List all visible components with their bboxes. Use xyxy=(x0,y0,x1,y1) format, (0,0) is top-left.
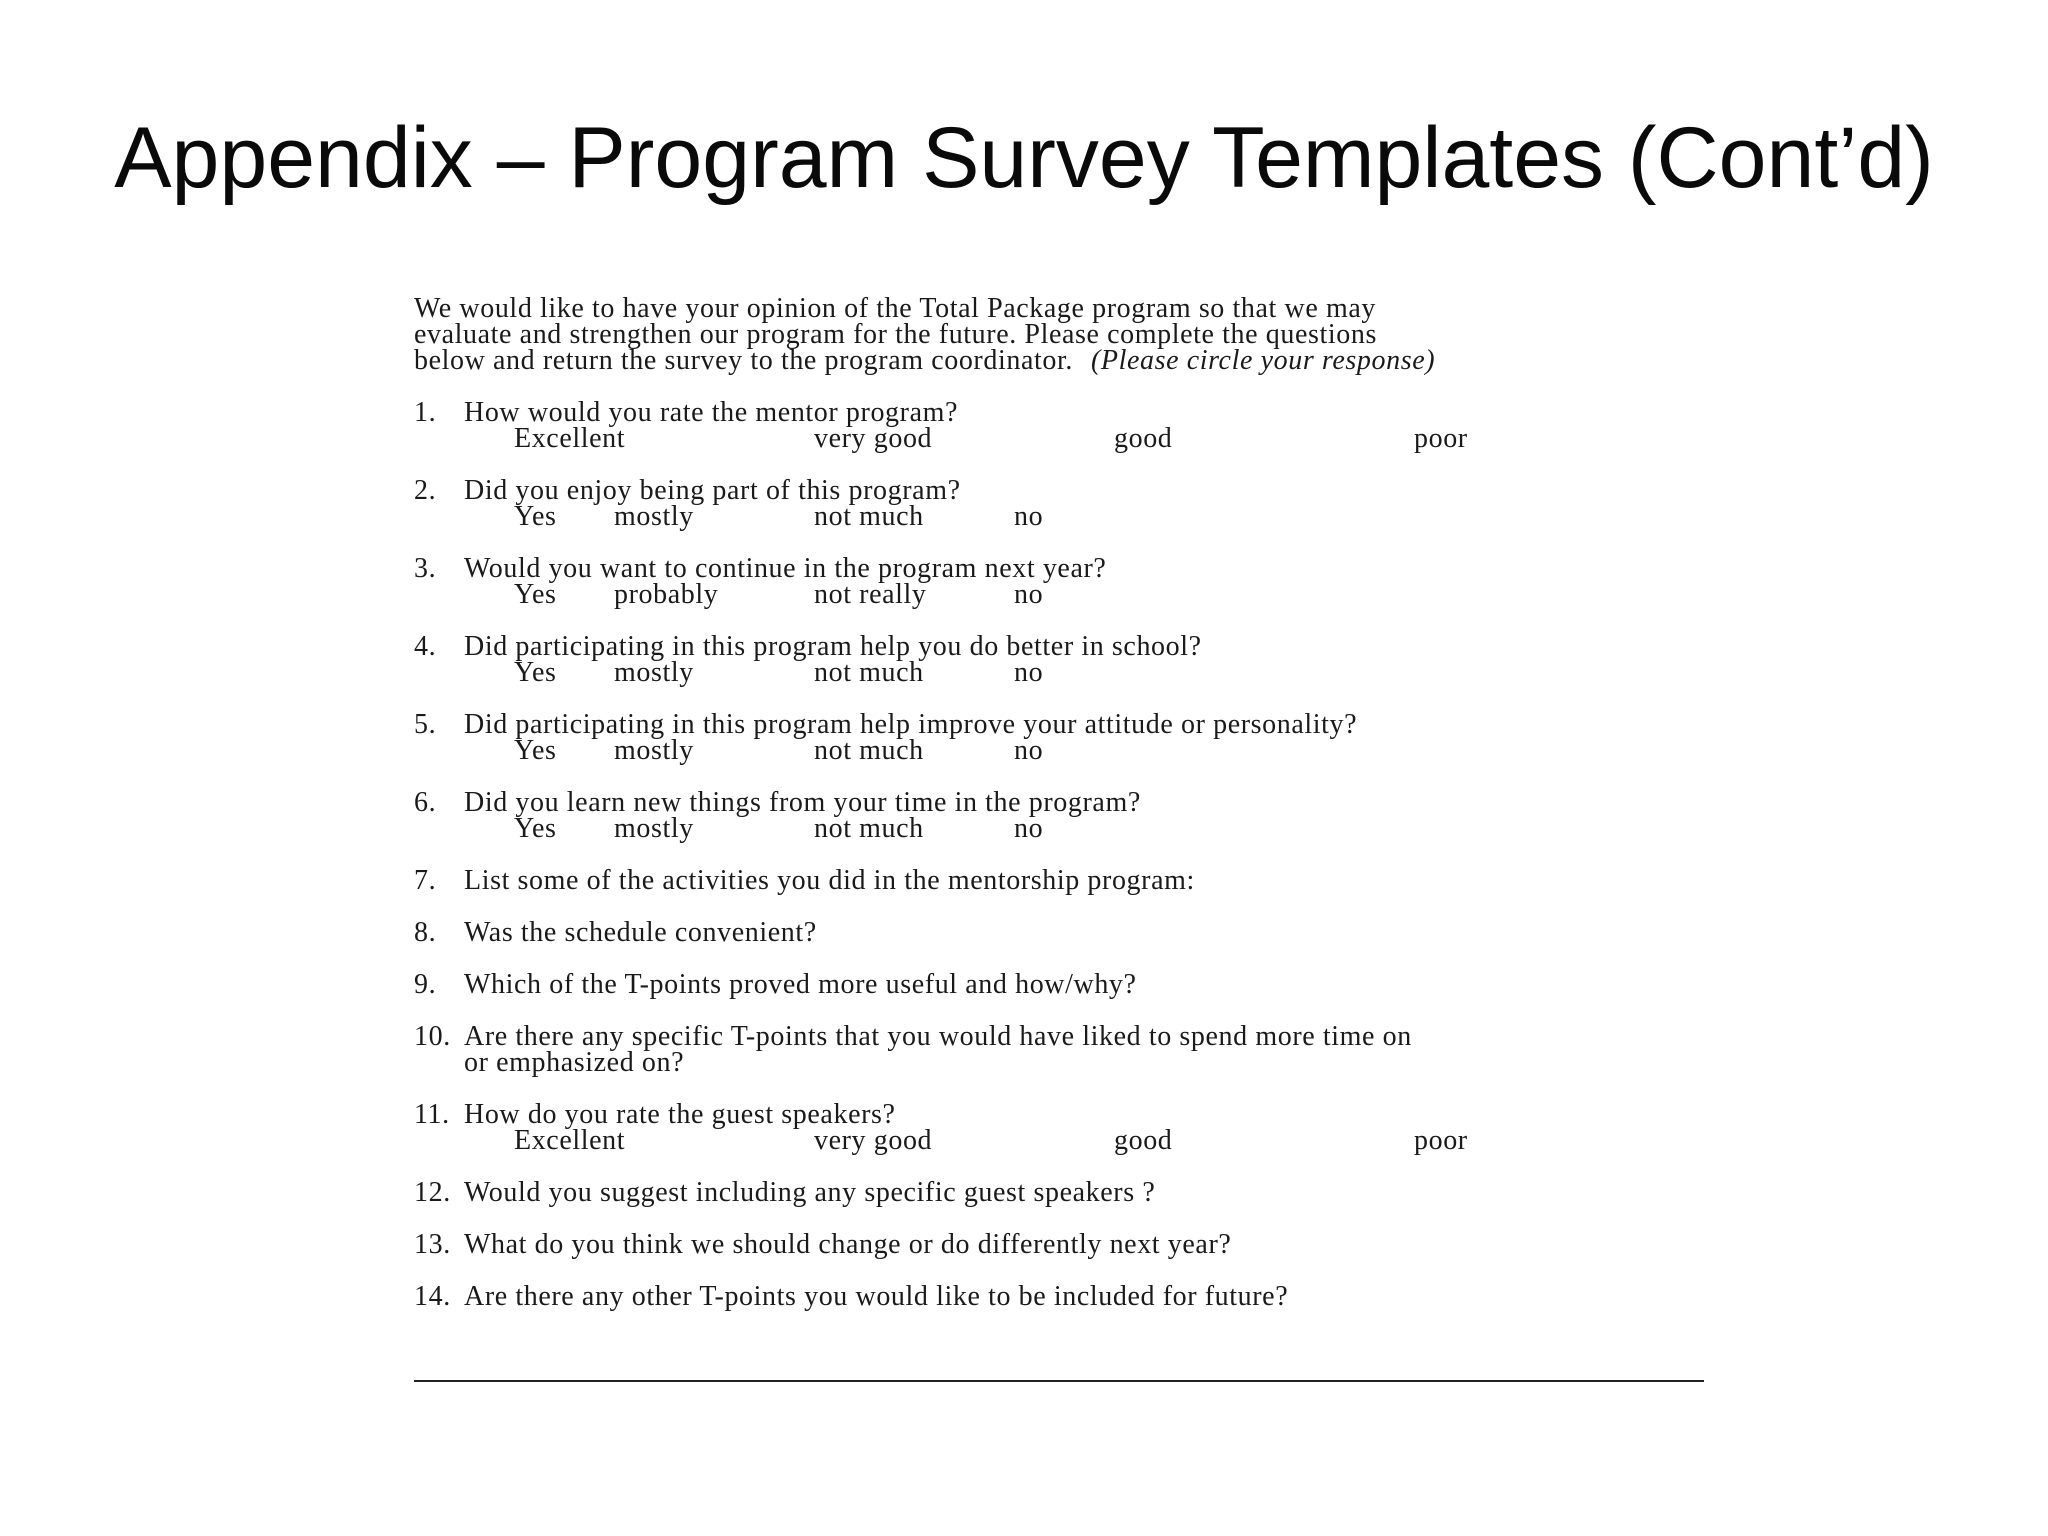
response-options xyxy=(414,423,1714,454)
response-option[interactable]: not much xyxy=(814,657,924,688)
response-option[interactable]: not much xyxy=(814,501,924,532)
question-text: List some of the activities you did in the mentorship program: xyxy=(464,865,1195,896)
response-options xyxy=(414,501,1714,532)
question-text: Which of the T-points proved more useful and how/why? xyxy=(464,969,1137,1000)
question-text: Would you want to continue in the program next year? xyxy=(464,553,1107,584)
survey-question xyxy=(414,865,1714,896)
response-option[interactable]: mostly xyxy=(614,735,694,766)
survey-form xyxy=(414,293,1714,1312)
question-line xyxy=(414,787,1714,818)
question-line xyxy=(414,631,1714,662)
question-number: 1. xyxy=(414,397,437,428)
survey-question xyxy=(414,631,1714,688)
question-list xyxy=(414,397,1714,1312)
question-text: What do you think we should change or do differently next year? xyxy=(464,1229,1232,1260)
response-option[interactable]: Yes xyxy=(514,657,557,688)
question-line xyxy=(414,917,1714,948)
response-option[interactable]: no xyxy=(1014,735,1044,766)
question-number: 6. xyxy=(414,787,437,818)
response-option[interactable]: Excellent xyxy=(514,423,626,454)
question-number: 11. xyxy=(414,1099,450,1130)
response-option[interactable]: Yes xyxy=(514,501,557,532)
question-text: Did you enjoy being part of this program? xyxy=(464,475,961,506)
intro-line-text: below and return the survey to the program coordinator. xyxy=(414,345,1073,376)
response-option[interactable]: not much xyxy=(814,735,924,766)
response-option[interactable]: not really xyxy=(814,579,927,610)
response-option[interactable]: probably xyxy=(614,579,719,610)
question-text: Did participating in this program help improve your attitude or personality? xyxy=(464,709,1358,740)
survey-question xyxy=(414,1177,1714,1208)
slide-title: Appendix – Program Survey Templates (Cont’d) xyxy=(114,110,1934,206)
question-number: 3. xyxy=(414,553,437,584)
response-option[interactable]: Yes xyxy=(514,735,557,766)
question-line xyxy=(414,553,1714,584)
response-options xyxy=(414,813,1714,844)
response-option[interactable]: no xyxy=(1014,501,1044,532)
question-number: 10. xyxy=(414,1021,451,1052)
response-options xyxy=(414,1125,1714,1156)
response-option[interactable]: Excellent xyxy=(514,1125,626,1156)
response-option[interactable]: mostly xyxy=(614,657,694,688)
question-line xyxy=(414,969,1714,1000)
response-option[interactable]: no xyxy=(1014,657,1044,688)
response-option[interactable]: mostly xyxy=(614,501,694,532)
question-number: 8. xyxy=(414,917,437,948)
question-number: 4. xyxy=(414,631,437,662)
response-options xyxy=(414,735,1714,766)
question-number: 14. xyxy=(414,1281,451,1312)
response-option[interactable]: poor xyxy=(1414,423,1468,454)
response-option[interactable]: Yes xyxy=(514,579,557,610)
question-text-continued: or emphasized on? xyxy=(464,1047,685,1078)
circle-instruction: (Please circle your response) xyxy=(1090,345,1436,376)
response-option[interactable]: good xyxy=(1114,1125,1173,1156)
intro-line: evaluate and strengthen our program for the future. Please complete the questions xyxy=(414,319,1377,350)
survey-question xyxy=(414,969,1714,1000)
intro-line xyxy=(414,345,1714,376)
question-text: Would you suggest including any specific guest speakers ? xyxy=(464,1177,1156,1208)
question-line xyxy=(414,1177,1714,1208)
question-text: Did participating in this program help you do better in school? xyxy=(464,631,1202,662)
response-option[interactable]: no xyxy=(1014,813,1044,844)
question-number: 5. xyxy=(414,709,437,740)
response-option[interactable]: poor xyxy=(1414,1125,1468,1156)
question-number: 7. xyxy=(414,865,437,896)
survey-question xyxy=(414,553,1714,610)
question-text: Was the schedule convenient? xyxy=(464,917,817,948)
survey-intro xyxy=(414,293,1714,376)
response-option[interactable]: mostly xyxy=(614,813,694,844)
intro-line: We would like to have your opinion of the Total Package program so that we may xyxy=(414,293,1376,324)
question-number: 12. xyxy=(414,1177,451,1208)
response-option[interactable]: no xyxy=(1014,579,1044,610)
question-number: 9. xyxy=(414,969,437,1000)
response-option[interactable]: very good xyxy=(814,1125,933,1156)
survey-question xyxy=(414,397,1714,454)
question-number: 13. xyxy=(414,1229,451,1260)
signature-line xyxy=(414,1380,1704,1382)
question-number: 2. xyxy=(414,475,437,506)
question-text: Did you learn new things from your time in the program? xyxy=(464,787,1141,818)
response-options xyxy=(414,579,1714,610)
question-line xyxy=(414,475,1714,506)
question-line xyxy=(414,1229,1714,1260)
survey-question xyxy=(414,917,1714,948)
question-line xyxy=(414,1281,1714,1312)
question-line xyxy=(414,865,1714,896)
survey-question xyxy=(414,475,1714,532)
response-option[interactable]: Yes xyxy=(514,813,557,844)
question-line xyxy=(414,709,1714,740)
survey-question xyxy=(414,1099,1714,1156)
question-text: How would you rate the mentor program? xyxy=(464,397,959,428)
response-option[interactable]: very good xyxy=(814,423,933,454)
survey-question xyxy=(414,1229,1714,1260)
response-options xyxy=(414,657,1714,688)
survey-question xyxy=(414,709,1714,766)
response-option[interactable]: not much xyxy=(814,813,924,844)
survey-question xyxy=(414,1281,1714,1312)
question-text: Are there any other T-points you would like to be included for future? xyxy=(464,1281,1289,1312)
response-option[interactable]: good xyxy=(1114,423,1173,454)
survey-question xyxy=(414,787,1714,844)
survey-question xyxy=(414,1021,1714,1078)
question-text: Are there any specific T-points that you would have liked to spend more time on xyxy=(464,1021,1412,1052)
question-text: How do you rate the guest speakers? xyxy=(464,1099,896,1130)
